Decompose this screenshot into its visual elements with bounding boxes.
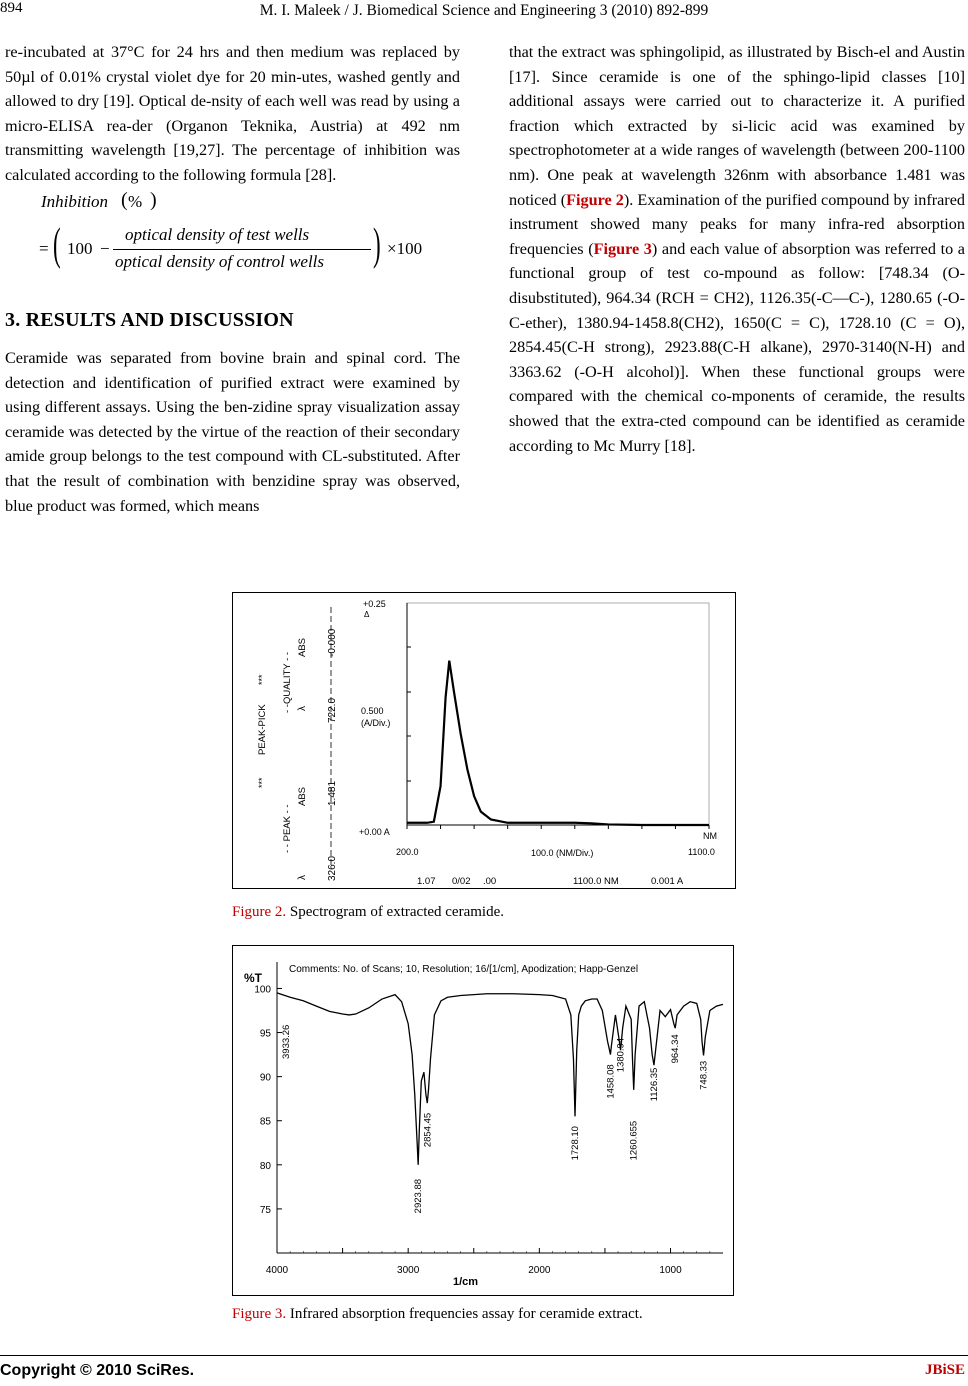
fig2-val-lambda-1: 326.0	[327, 855, 338, 881]
fig2-val-abs-1: 1.481	[327, 780, 338, 806]
fig3-y-title: %T	[244, 971, 262, 985]
fig3-peak-label: 1728.10	[570, 1126, 582, 1161]
fig2-label-bottom: +0.00 A	[359, 827, 390, 837]
fig2-footer-4: 1100.0 NM	[573, 876, 619, 887]
fig2-abs-1: ABS	[297, 786, 308, 806]
footer-journal: JBiSE	[924, 1362, 965, 1378]
right-column	[509, 40, 965, 458]
fig2-quality-header: - -QUALITY - -	[282, 651, 293, 713]
figure-2-caption-label: Figure 2.	[232, 904, 287, 920]
footer-rule	[0, 1355, 968, 1356]
fig2-footer-2: 0/02	[452, 876, 471, 887]
fig3-x-tick-label: 1000	[659, 1265, 682, 1276]
formula-equals: =	[39, 238, 49, 258]
footer-copyright: Copyright © 2010 SciRes.	[0, 1362, 195, 1379]
fig2-label-mid2: (A/Div.)	[361, 718, 391, 728]
fig3-peak-label: 2923.88	[413, 1178, 425, 1214]
page-number: 894	[0, 0, 23, 16]
figure-3-box	[232, 945, 734, 1296]
fig2-val-abs-2: -0.000	[327, 628, 338, 657]
fig3-y-tick-label: 85	[259, 1116, 271, 1128]
fig2-label-top-arrow: Δ	[364, 610, 370, 619]
formula-denominator: optical density of control wells	[115, 251, 325, 271]
fig2-stars-right: ***	[257, 674, 267, 685]
right-text-2: ). Examination of the purified compound by infrared instrument showed many peaks for many infra-red absorption frequencies (	[509, 190, 965, 258]
formula-lhs: Inhibition	[41, 191, 109, 211]
fig3-y-tick-label: 100	[254, 984, 271, 996]
fig2-x-right: 1100.0	[688, 847, 715, 857]
fig3-peak-label: 748.33	[698, 1060, 710, 1090]
formula-numerator: optical density of test wells	[125, 224, 310, 244]
right-text-3: ) and each value of absorption was referred to a functional group of test co-mpound as follow: [748.34 (O-disubstituted), 964.34 (RCH = CH2), 1126.35(-C—C-), 1280.65 (-O-C-ether), 1380.94-1458.8(CH2), 1650(C = C), 1728.10 (C = O), 2854.45(C-H strong), 2923.88(C-H alkane), 2970-3140(N-H) and 3363.62 (-O-H alcohol)]. When these functional groups were compared with the chemical co-mponents of ceramide, the results showed that the extra-cted compound can be identified as ceramide according to Mc Murry [18].	[509, 239, 965, 455]
figure-3-link[interactable]: Figure 3	[593, 239, 652, 258]
fig3-x-tick-label: 3000	[397, 1265, 420, 1276]
fig2-lambda-2: λ	[297, 706, 308, 711]
fig2-x-left: 200.0	[396, 847, 419, 857]
fig2-val-lambda-2: 722.0	[327, 697, 338, 723]
formula-hundred: 100	[67, 238, 93, 258]
left-paragraph-2: Ceramide was separated from bovine brain and spinal cord. The detection and identification of purified extract were examined by using different assays. Using the ben-zidine spray visualization assay ceramide was detected by the virtue of the reaction of their secondary amide group belongs to the test compound with CL-substituted. After that the result of combination with benzidine spray was observed, blue product was formed, which means	[5, 349, 460, 515]
inhibition-formula: Inhibition ( % ) = ( 100 − optical density of test wells optical density of control wells ) ×100	[5, 188, 460, 286]
fig2-stars-left: ***	[257, 777, 267, 788]
figure-3-caption-label: Figure 3.	[232, 1306, 287, 1322]
fig2-nm: NM	[703, 831, 717, 841]
fig2-label-mid1: 0.500	[361, 706, 384, 716]
fig2-footer-1: 1.07	[417, 876, 436, 887]
left-paragraph-1: re-incubated at 37°C for 24 hrs and then medium was replaced by 50µl of 0.01% crystal violet dye for 20 min-utes, washed gently and allowed to dry [19]. Optical de-nsity of each well was read by using a micro-ELISA rea-der (Organon Teknika, Austria) at 492 nm transmitting wavelength [19,27]. The percentage of inhibition was calculated according to the following formula [28].	[5, 43, 460, 184]
fig3-x-tick-label: 2000	[528, 1265, 551, 1276]
fig3-peak-label: 2854.45	[422, 1112, 434, 1148]
fig2-footer-3: .00	[483, 876, 497, 887]
section-heading: 3. RESULTS AND DISCUSSION	[5, 309, 294, 331]
figure-3-caption	[232, 1306, 643, 1323]
figure-2-caption-text: Spectrogram of extracted ceramide.	[286, 904, 504, 920]
formula-lhs-unit: %	[128, 191, 143, 211]
fig2-peak-pick: PEAK-PICK	[257, 704, 268, 755]
fig3-x-tick-label: 4000	[265, 1265, 289, 1276]
fig3-peak-label: 1260.655	[628, 1120, 640, 1161]
fig3-peak-label: 1458.08	[605, 1064, 617, 1099]
fig3-peak-label: 1126.35	[648, 1067, 660, 1102]
running-head: M. I. Maleek / J. Biomedical Science and Engineering 3 (2010) 892-899	[259, 2, 709, 19]
figure-3-caption-text: Infrared absorption frequencies assay for ceramide extract.	[286, 1306, 643, 1322]
formula-times-100: ×100	[387, 238, 423, 258]
figure-2-chart	[233, 593, 735, 888]
fig2-footer-5: 0.001 A	[651, 876, 684, 887]
left-column	[5, 40, 460, 286]
fig3-peak-label: 964.34	[670, 1034, 682, 1064]
right-paragraph	[509, 40, 965, 458]
fig2-lambda-1: λ	[297, 875, 308, 880]
formula-minus: −	[100, 238, 110, 258]
fig2-y-ticks	[407, 647, 411, 781]
fig2-peak-header: - - PEAK - -	[282, 804, 293, 853]
fig3-y-tick-label: 90	[259, 1072, 271, 1084]
fig2-x-mid: 100.0 (NM/Div.)	[531, 848, 594, 858]
fig3-peak-label: 3933.26	[280, 1024, 292, 1059]
figure-2-caption	[232, 904, 504, 921]
figure-2-box	[232, 592, 736, 889]
fig3-x-title: 1/cm	[453, 1276, 479, 1288]
figure-3-chart	[233, 946, 733, 1295]
fig2-plot-frame	[407, 603, 709, 825]
fig2-series-line	[407, 661, 709, 825]
fig3-y-tick-label: 95	[259, 1028, 271, 1040]
right-text-1: that the extract was sphingolipid, as illustrated by Bisch-el and Austin [17]. Since ceramide is one of the sphingo-lipid classes [10] additional assays were carried out to characterize it. A purified fraction which extracted by si-licic acid was examined by spectrophotometer at a wide ranges of wavelength (between 200-1100 nm). One peak at wavelength 326nm with absorbance 1.481 was noticed (	[509, 43, 965, 209]
fig3-y-tick-label: 80	[259, 1160, 271, 1172]
figure-2-link[interactable]: Figure 2	[566, 190, 624, 209]
fig2-abs-2: ABS	[297, 637, 308, 657]
fig3-y-tick-label: 75	[259, 1204, 271, 1216]
fig2-label-top: +0.25	[363, 599, 386, 609]
fig3-peak-label: 1380.94	[615, 1037, 627, 1073]
fig3-comments: Comments: No. of Scans; 10, Resolution; 16/[1/cm], Apodization; Happ-Genzel	[289, 964, 639, 975]
